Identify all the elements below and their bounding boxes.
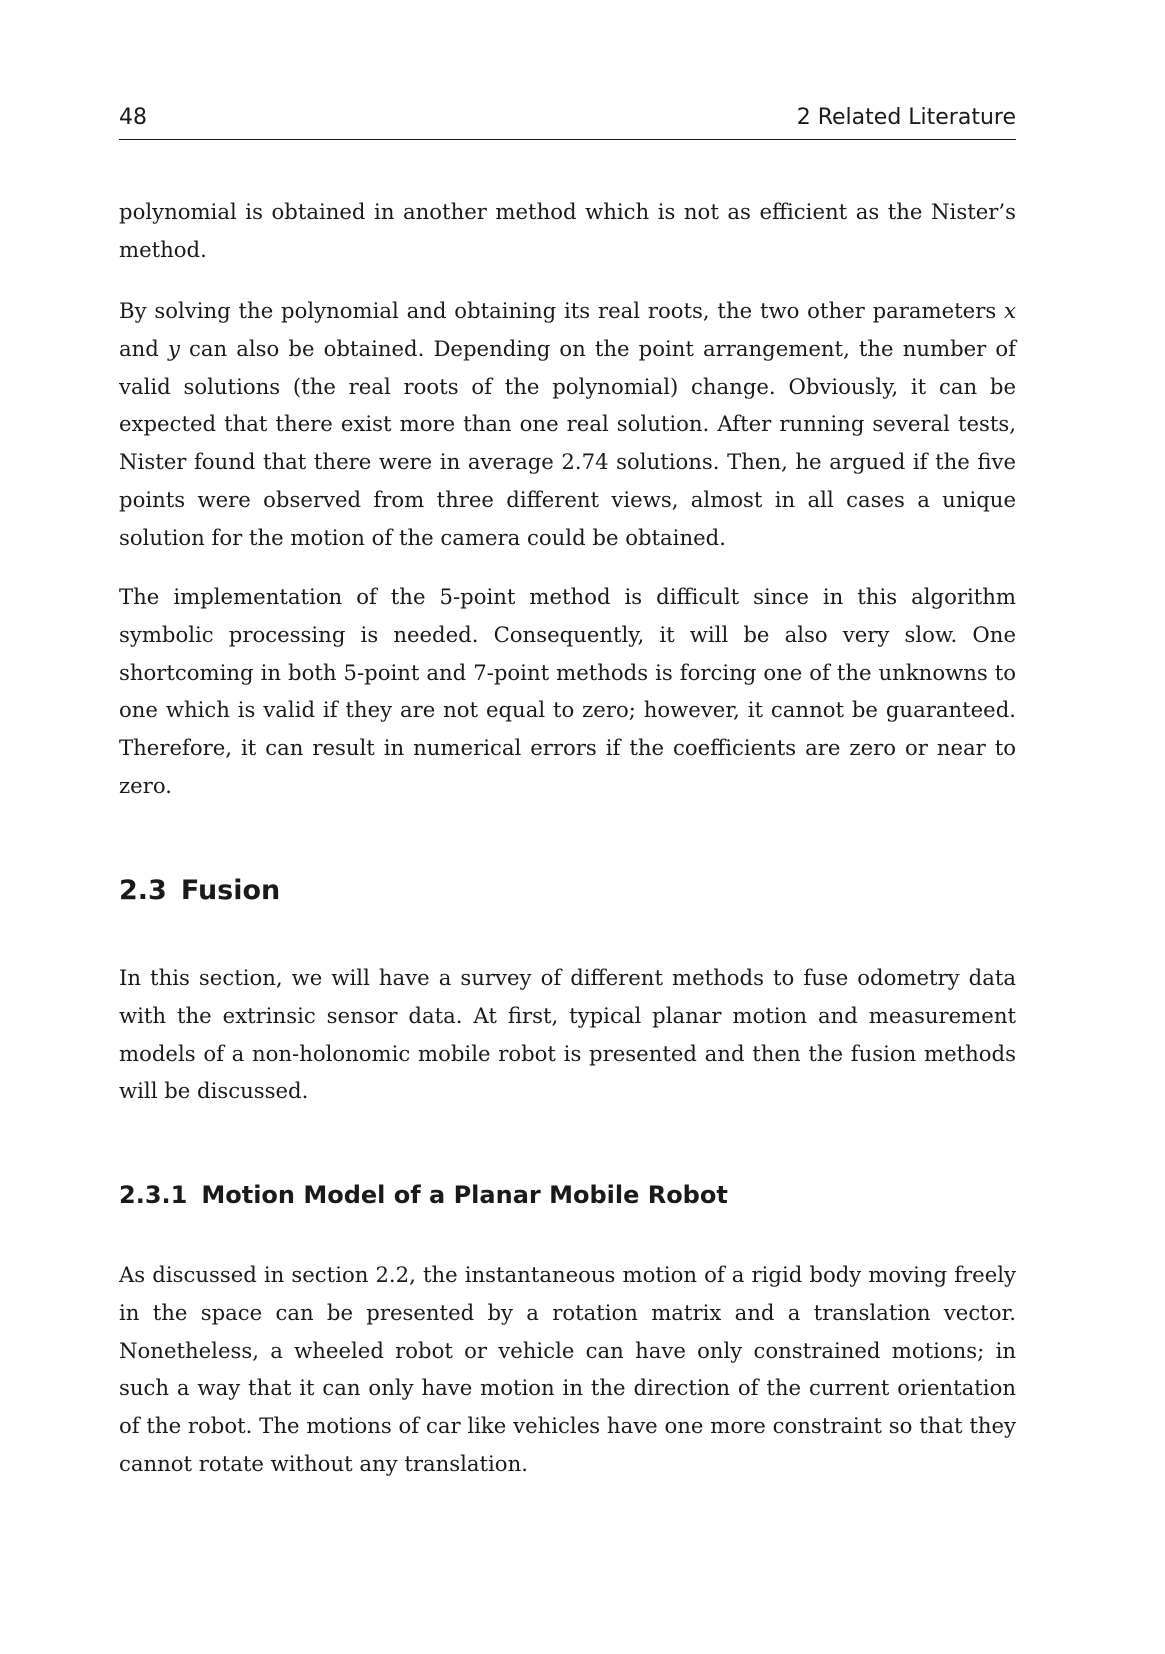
- paragraph-motion-model: [119, 1256, 1016, 1483]
- subsection-number: 2.3.1: [119, 1181, 188, 1209]
- page-number: 48: [119, 105, 147, 130]
- math-variable-x: x: [1004, 298, 1016, 323]
- paragraph-text: polynomial is obtained in another method which is not as efficient as the Nister’s method.: [119, 199, 1016, 262]
- paragraph-text: In this section, we will have a survey of different methods to fuse odometry data with the extrinsic sensor data. At first, typical planar motion and measurement models of a non-holonomic mobile robot is presented and then the fusion methods will be discussed.: [119, 965, 1016, 1104]
- paragraph-fusion-survey: [119, 959, 1016, 1110]
- subsection-title: Motion Model of a Planar Mobile Robot: [201, 1181, 728, 1209]
- subsection-heading-motion-model: [119, 1181, 728, 1209]
- paragraph-text: By solving the polynomial and obtaining its real roots, the two other parameters: [119, 298, 1005, 323]
- paragraph-text: can also be obtained. Depending on the point arrangement, the number of valid solutions (the real roots of the polynomial) change. Obviously, it can be expected that there exist more than one real solution. After running several tests, Nister found that there were in average 2.74 solutions. Then, he argued if the five points were observed from three different views, almost in all cases a unique solution for the motion of the camera could be obtained.: [119, 335, 1017, 550]
- running-header: [119, 103, 1016, 140]
- paragraph-text: As discussed in section 2.2, the instantaneous motion of a rigid body moving freely in the space can be presented by a rotation matrix and a translation vector. Nonetheless, a wheeled robot or vehicle can have only constrained motions; in such a way that it can only have motion in the direction of the current orientation of the robot. The motions of car like vehicles have one more constraint so that they cannot rotate without any translation.: [119, 1262, 1016, 1476]
- paragraph-real-roots: [119, 292, 1016, 557]
- math-variable-y: y: [167, 335, 180, 361]
- section-heading-fusion: [119, 875, 280, 906]
- paragraph-five-point-implementation: [119, 578, 1016, 805]
- section-title: Fusion: [180, 875, 281, 906]
- paragraph-text: The implementation of the 5-point method is difficult since in this algorithm symbolic processing is needed. Consequently, it will be also very slow. One shortcoming in both 5-point and 7-point methods is forcing one of the unknowns to one which is valid if they are not equal to zero; however, it cannot be guaranteed. Therefore, it can result in numerical errors if the coefficients are zero or near to zero.: [119, 584, 1016, 798]
- chapter-title: 2 Related Literature: [796, 105, 1016, 130]
- section-number: 2.3: [119, 875, 167, 906]
- paragraph-text: and: [119, 335, 168, 361]
- paragraph-nister-method: [119, 193, 1016, 269]
